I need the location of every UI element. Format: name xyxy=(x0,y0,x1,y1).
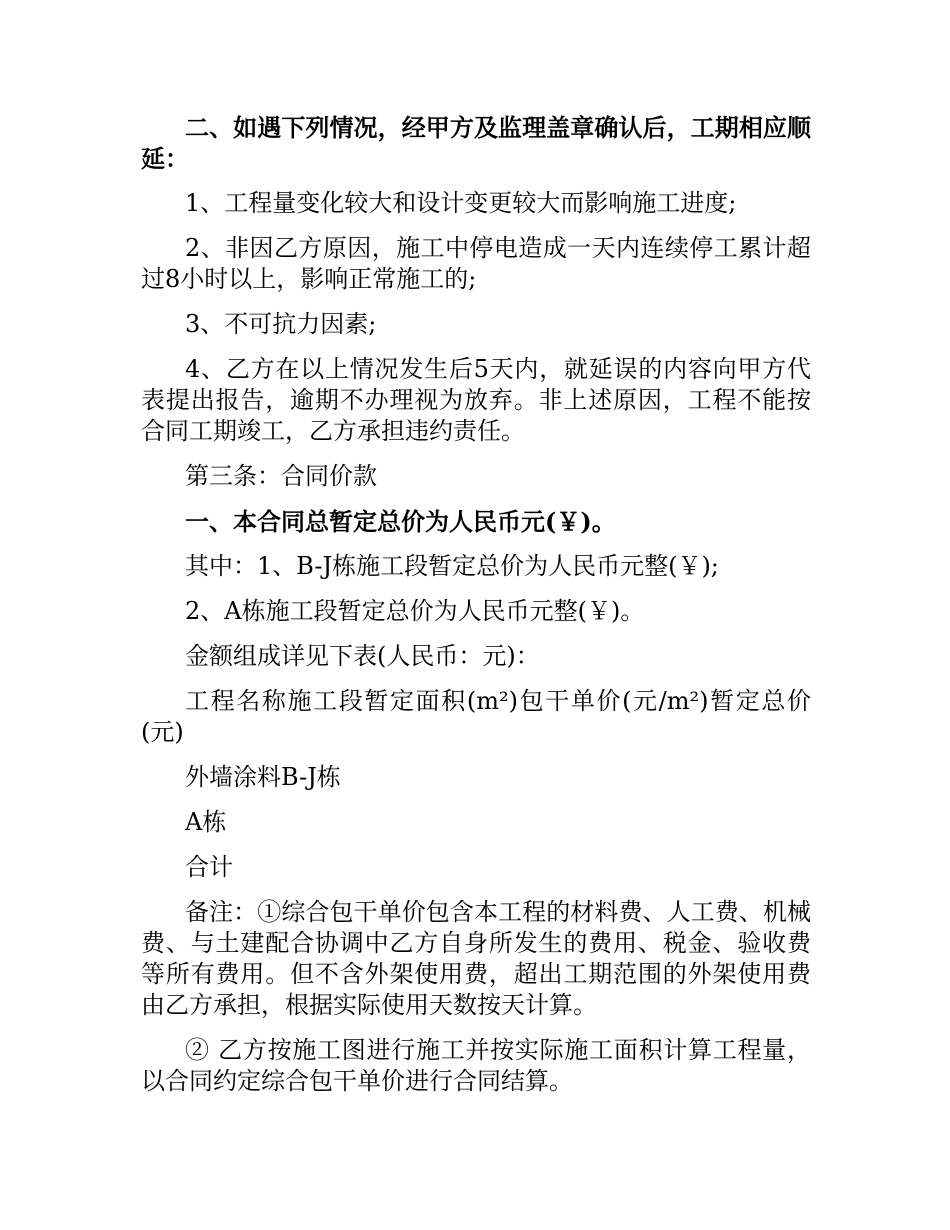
table-header-text: 工程名称施工段暂定面积(m²)包干单价(元/m²)暂定总价(元) xyxy=(141,687,811,746)
paragraph-remark-2: ② 乙方按施工图进行施工并按实际施工面积计算工程量，以合同约定综合包干单价进行合同结算。 xyxy=(141,1036,811,1095)
table-row-bj: 外墙涂料B-J栋 xyxy=(185,763,341,791)
paragraph-schedule-extension-heading: 二、如遇下列情况，经甲方及监理盖章确认后，工期相应顺延： xyxy=(141,113,811,173)
section-title-contract-price: 第三条：合同价款 xyxy=(185,462,377,490)
paragraph-a-price: 2、A栋施工段暂定总价为人民币元整(￥)。 xyxy=(185,597,645,625)
paragraph-amount-table-intro: 金额组成详见下表(人民币：元)： xyxy=(185,642,540,670)
paragraph-bj-price: 其中：1、B-J栋施工段暂定总价为人民币元整(￥); xyxy=(185,552,719,580)
paragraph-item-4: 4、乙方在以上情况发生后5天内，就延误的内容向甲方代表提出报告，逾期不办理视为放弃。非上述原因，工程不能按合同工期竣工，乙方承担违约责任。 xyxy=(141,355,811,445)
document-body xyxy=(141,112,811,1111)
table-row-total: 合计 xyxy=(185,853,233,881)
paragraph-item-1: 1、工程量变化较大和设计变更较大而影响施工进度; xyxy=(185,189,737,217)
paragraph-item-3: 3、不可抗力因素; xyxy=(185,310,377,338)
paragraph-remark-1: 备注：①综合包干单价包含本工程的材料费、人工费、机械费、与土建配合协调中乙方自身所发生的费用、税金、验收费等所有费用。但不含外架使用费，超出工期范围的外架使用费由乙方承担，根据实际使用天数按天计算。 xyxy=(141,898,811,1019)
paragraph-total-price: 一、本合同总暂定总价为人民币元(￥)。 xyxy=(185,507,616,536)
paragraph-item-2: 2、非因乙方原因，施工中停电造成一天内连续停工累计超过8小时以上，影响正常施工的; xyxy=(141,234,811,293)
table-row-a: A栋 xyxy=(185,808,227,836)
